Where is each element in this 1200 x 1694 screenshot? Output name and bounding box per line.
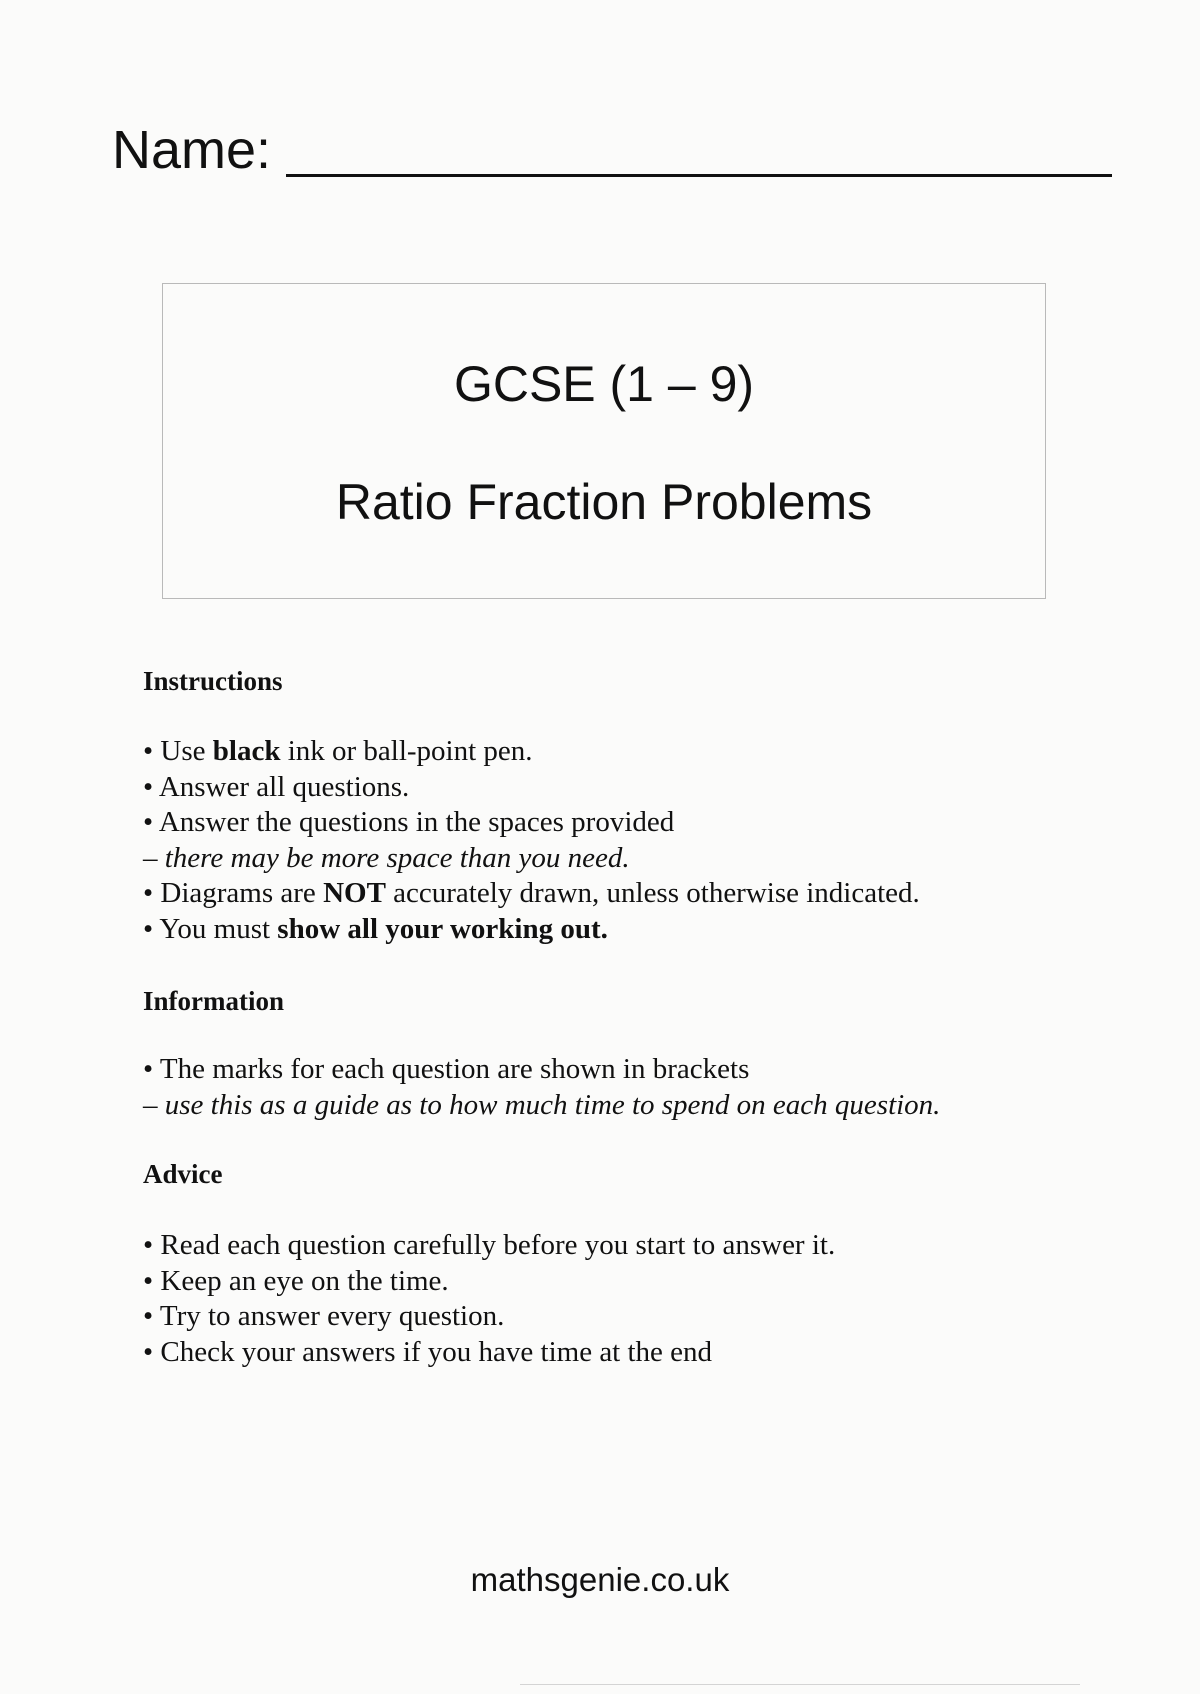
advice-heading: Advice bbox=[143, 1159, 223, 1189]
item-text: Use bbox=[160, 735, 213, 767]
bullet-glyph: • bbox=[143, 1335, 154, 1368]
bullet-glyph: • bbox=[143, 877, 154, 909]
item-text: Try to answer every question. bbox=[159, 1300, 505, 1332]
list-item bbox=[143, 1264, 1143, 1300]
list-item bbox=[143, 1335, 1143, 1371]
title-box bbox=[162, 283, 1046, 599]
item-text: Check your answers if you have time at the end bbox=[160, 1335, 713, 1368]
item-text: Read each question carefully before you start to answer it. bbox=[160, 1229, 836, 1261]
information-list bbox=[143, 1052, 1143, 1123]
list-item bbox=[143, 770, 1143, 806]
footer-website: mathsgenie.co.uk bbox=[470, 1561, 730, 1598]
list-item bbox=[143, 912, 1143, 948]
item-text: The marks for each question are shown in brackets bbox=[159, 1053, 750, 1085]
scan-edge-rule bbox=[520, 1684, 1080, 1685]
advice-list bbox=[143, 1228, 1143, 1370]
bullet-glyph: • bbox=[143, 1300, 154, 1332]
item-text: Answer all questions. bbox=[158, 770, 410, 803]
list-item-note bbox=[143, 841, 1143, 877]
bullet-glyph: • bbox=[143, 912, 154, 945]
bullet-glyph: • bbox=[143, 1053, 154, 1085]
list-item bbox=[143, 1299, 1143, 1335]
note-text: – use this as a guide as to how much time to spend on each question. bbox=[143, 1088, 941, 1121]
item-text: Diagrams are bbox=[160, 877, 324, 909]
name-write-in-line bbox=[286, 174, 1112, 177]
topic-title: Ratio Fraction Problems bbox=[335, 474, 873, 530]
list-item bbox=[143, 734, 1143, 770]
item-text: accurately drawn, unless otherwise indicated. bbox=[385, 877, 920, 909]
name-label: Name: bbox=[112, 120, 272, 180]
item-text: Keep an eye on the time. bbox=[160, 1264, 449, 1297]
instructions-list bbox=[143, 734, 1143, 947]
item-text: You must bbox=[159, 912, 278, 945]
instructions-heading: Instructions bbox=[143, 666, 283, 696]
name-field bbox=[112, 118, 1112, 182]
item-text: ink or ball-point pen. bbox=[280, 735, 533, 767]
item-bold-text: show all your working out. bbox=[277, 912, 608, 945]
exam-level-title: GCSE (1 – 9) bbox=[453, 356, 755, 412]
list-item bbox=[143, 876, 1143, 912]
bullet-glyph: • bbox=[143, 770, 154, 803]
bullet-glyph: • bbox=[143, 735, 154, 767]
bullet-glyph: • bbox=[143, 806, 154, 838]
item-text: Answer the questions in the spaces provided bbox=[158, 806, 675, 838]
item-bold-text: NOT bbox=[323, 877, 386, 909]
list-item bbox=[143, 805, 1143, 841]
bullet-glyph: • bbox=[143, 1229, 154, 1261]
list-item bbox=[143, 1228, 1143, 1264]
bullet-glyph: • bbox=[143, 1264, 154, 1297]
note-text: – there may be more space than you need. bbox=[143, 841, 630, 874]
list-item bbox=[143, 1052, 1143, 1088]
item-bold-text: black bbox=[212, 735, 281, 767]
information-heading: Information bbox=[143, 986, 284, 1016]
list-item-note bbox=[143, 1088, 1143, 1124]
